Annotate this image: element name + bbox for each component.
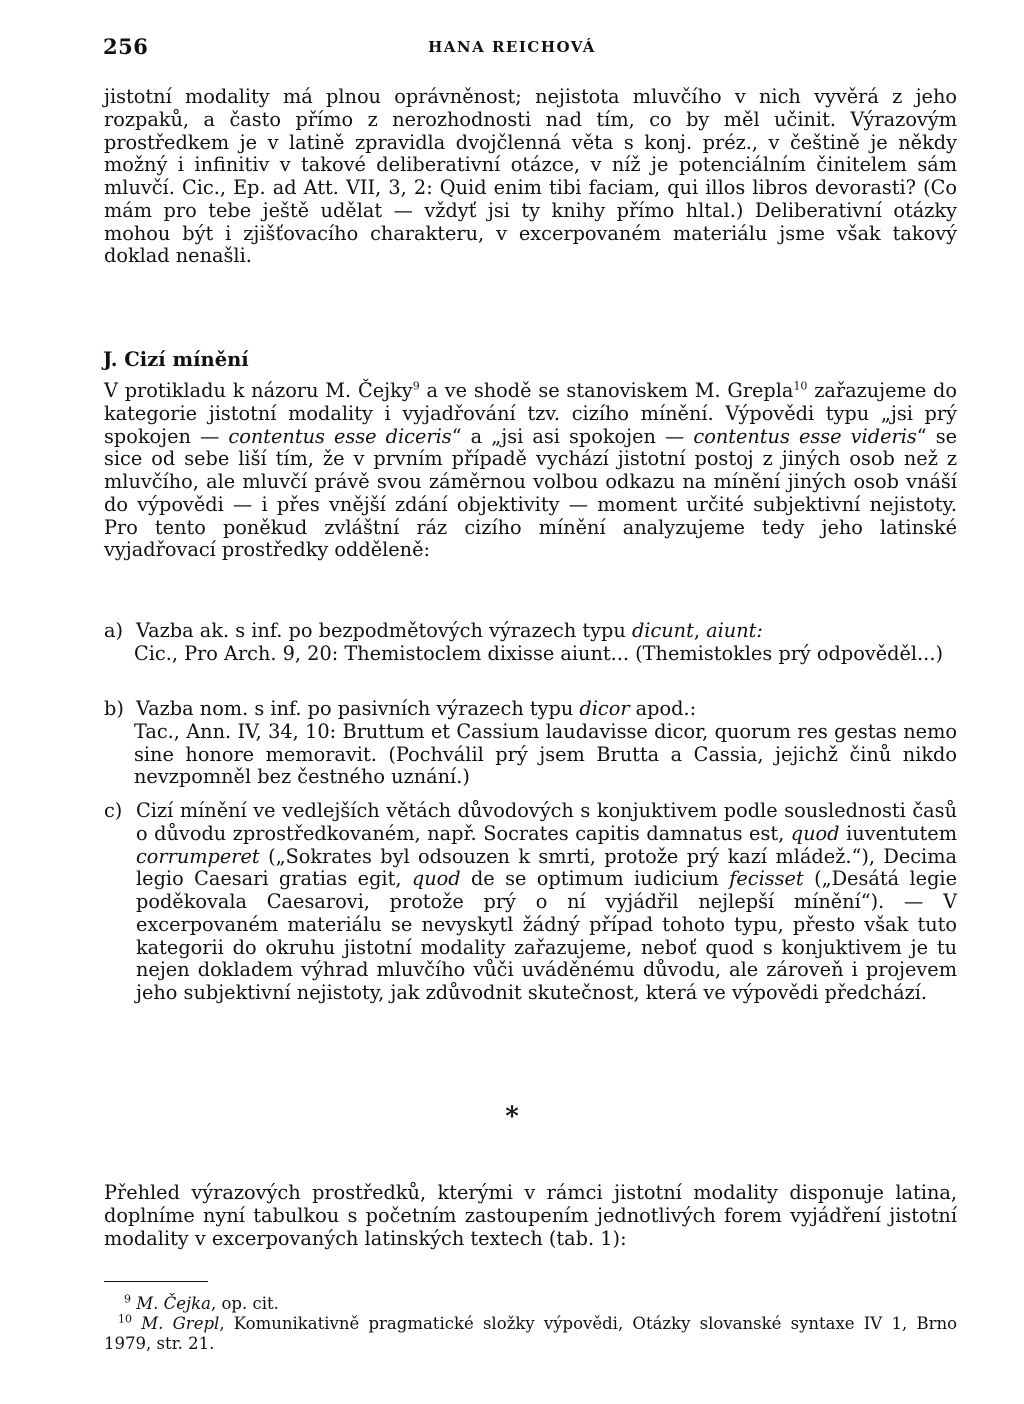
text-run: “ a „jsi asi spokojen — bbox=[451, 424, 694, 448]
footnote-divider bbox=[104, 1281, 208, 1282]
page-number: 256 bbox=[103, 34, 149, 59]
latin-phrase: fecisset bbox=[729, 867, 804, 891]
section-heading: J. Cizí mínění bbox=[103, 348, 249, 371]
list-marker: b) bbox=[104, 697, 124, 720]
text-run: zařazujeme do kategorie jistotní modality i vyjadřování tzv. cizího mínění. Výpovědi typu „jsi prý spokojen — bbox=[104, 379, 958, 448]
paragraph-text: jistotní modality má plnou oprávněnost; nejistota mluvčího v nich vyvěrá z jeho rozpaků, a často přímo z nerozhodnosti nad tím, co by měl učinit. Výrazovým prostředkem je v latině zpravidla dvojčlenná věta s konj. préz., v češtině je někdy možný i infinitiv v takové deliberativní otázce, v níž je potenciálním činitelem sám mluvčí. Cic., Ep. ad Att. VII, 3, 2: Quid enim tibi faciam, qui illos libros devorasti? (Co mám pro tebe ještě udělat — vždyť jsi ty knihy přímo hltal.) Deliberativní otázky mohou být i zjišťovacího charakteru, v excerpovaném materiálu jsme však takový doklad nenašli. bbox=[104, 85, 957, 268]
list-marker: c) bbox=[104, 799, 123, 822]
latin-phrase: quod bbox=[790, 821, 840, 845]
paragraph-overview bbox=[104, 1182, 957, 1250]
text-run: („Sokrates byl odsouzen k smrti, protože prý kazí mládež.“), Decima legio Caesari gratias egit, bbox=[136, 844, 957, 891]
latin-phrase: corrumperet bbox=[136, 844, 260, 868]
footnote-text: , op. cit. bbox=[210, 1294, 279, 1313]
latin-phrase: dicunt bbox=[631, 619, 694, 642]
text-run: a ve shodě se stanoviskem M. Grepla bbox=[419, 379, 794, 402]
footnote-mark: 9 bbox=[124, 1292, 131, 1306]
list-item-text bbox=[136, 620, 957, 643]
list-item-text bbox=[136, 698, 957, 721]
paragraph-text bbox=[104, 380, 957, 562]
text-run: V protikladu k názoru M. Čejky bbox=[104, 379, 413, 402]
running-header: HANA REICHOVÁ bbox=[428, 38, 596, 56]
footnote-10 bbox=[104, 1314, 957, 1354]
paragraph-deliberative bbox=[104, 86, 957, 268]
text-run: apod.: bbox=[629, 697, 697, 720]
latin-phrase: dicor bbox=[579, 697, 630, 720]
list-item-c bbox=[104, 800, 957, 1005]
list-item-b bbox=[104, 698, 957, 789]
list-example: Cic., Pro Arch. 9, 20: Themistoclem dixisse aiunt... (Themistokles prý odpověděl...) bbox=[134, 641, 943, 665]
list-example: Tac., Ann. IV, 34, 10: Bruttum et Cassium laudavisse dicor, quorum res gestas nemo sine honore memoravit. (Pochválil prý jsem Brutta a Cassia, jejichž činů nikdo nevzpomněl bez čestného uznání.) bbox=[134, 719, 957, 789]
footnote-author: M. Čejka bbox=[136, 1294, 211, 1313]
text-run: („Desátá legie poděkovala Caesarovi, protože prý o ní vyjádřil nejlepší mínění“). — V excerpovaném materiálu se nevyskytl žádný případ tohoto typu, přesto však tuto kategorii do okruhu jistotní modality zařazujeme, neboť quod s konjuktivem je tu nejen dokladem výhrad mluvčího vůči uváděnému důvodu, ale zároveň i projevem jeho subjektivní nejistoty, jak zdůvodnit skutečnost, která ve výpovědi předchází. bbox=[136, 867, 957, 1005]
footnote-ref-10: 10 bbox=[793, 379, 808, 393]
latin-phrase: quod bbox=[411, 867, 461, 891]
text-run: , bbox=[693, 619, 707, 642]
paragraph-text: Přehled výrazových prostředků, kterými v rámci jistotní modality disponuje latina, doplníme nyní tabulkou s početním zastoupením jednotlivých forem vyjádření jistotní modality v excerpovaných latinských textech (tab. 1): bbox=[104, 1181, 957, 1250]
text-run: Vazba nom. s inf. po pasivních výrazech typu bbox=[136, 697, 580, 720]
footnote-ref-9: 9 bbox=[412, 379, 420, 393]
text-run: Cizí mínění ve vedlejších větách důvodových s konjuktivem podle souslednosti časů o důvodu zprostředkovaném, např. Socrates capitis damnatus est, bbox=[136, 799, 957, 845]
latin-phrase: aiunt: bbox=[706, 619, 763, 642]
text-run: iuventutem bbox=[839, 821, 957, 845]
list-marker: a) bbox=[104, 619, 124, 642]
text-run: Vazba ak. s inf. po bezpodmětových výrazech typu bbox=[136, 619, 632, 642]
footnotes bbox=[104, 1294, 957, 1353]
footnote-9 bbox=[104, 1294, 957, 1314]
footnote-author: M. Grepl bbox=[141, 1313, 220, 1333]
list-item-text bbox=[136, 800, 957, 1005]
paragraph-foreign-opinion bbox=[104, 380, 957, 562]
footnote-text: , Komunikativně pragmatické složky výpovědi, Otázky slovanské syntaxe IV 1, Brno 1979, str. 21. bbox=[104, 1313, 958, 1353]
text-run: “ se sice od sebe liší tím, že v prvním případě vychází jistotní postoj z jiných osob než z mluvčího, ale mluvčí právě svou záměrnou volbou odkazu na mínění jiných osob vnáší do výpovědi — i přes vnější zdání objektivity — moment určité subjektivní nejistoty. Pro tento poněkud zvláštní ráz cizího mínění analyzujeme tedy jeho latinské vyjadřovací prostředky odděleně: bbox=[104, 424, 958, 562]
footnote-mark: 10 bbox=[118, 1312, 132, 1326]
list-item-a bbox=[104, 620, 957, 666]
section-separator: * bbox=[505, 1102, 519, 1132]
text-run: de se optimum iudicium bbox=[460, 867, 730, 891]
latin-phrase: contentus esse diceris bbox=[228, 424, 452, 448]
latin-phrase: contentus esse videris bbox=[693, 424, 917, 448]
